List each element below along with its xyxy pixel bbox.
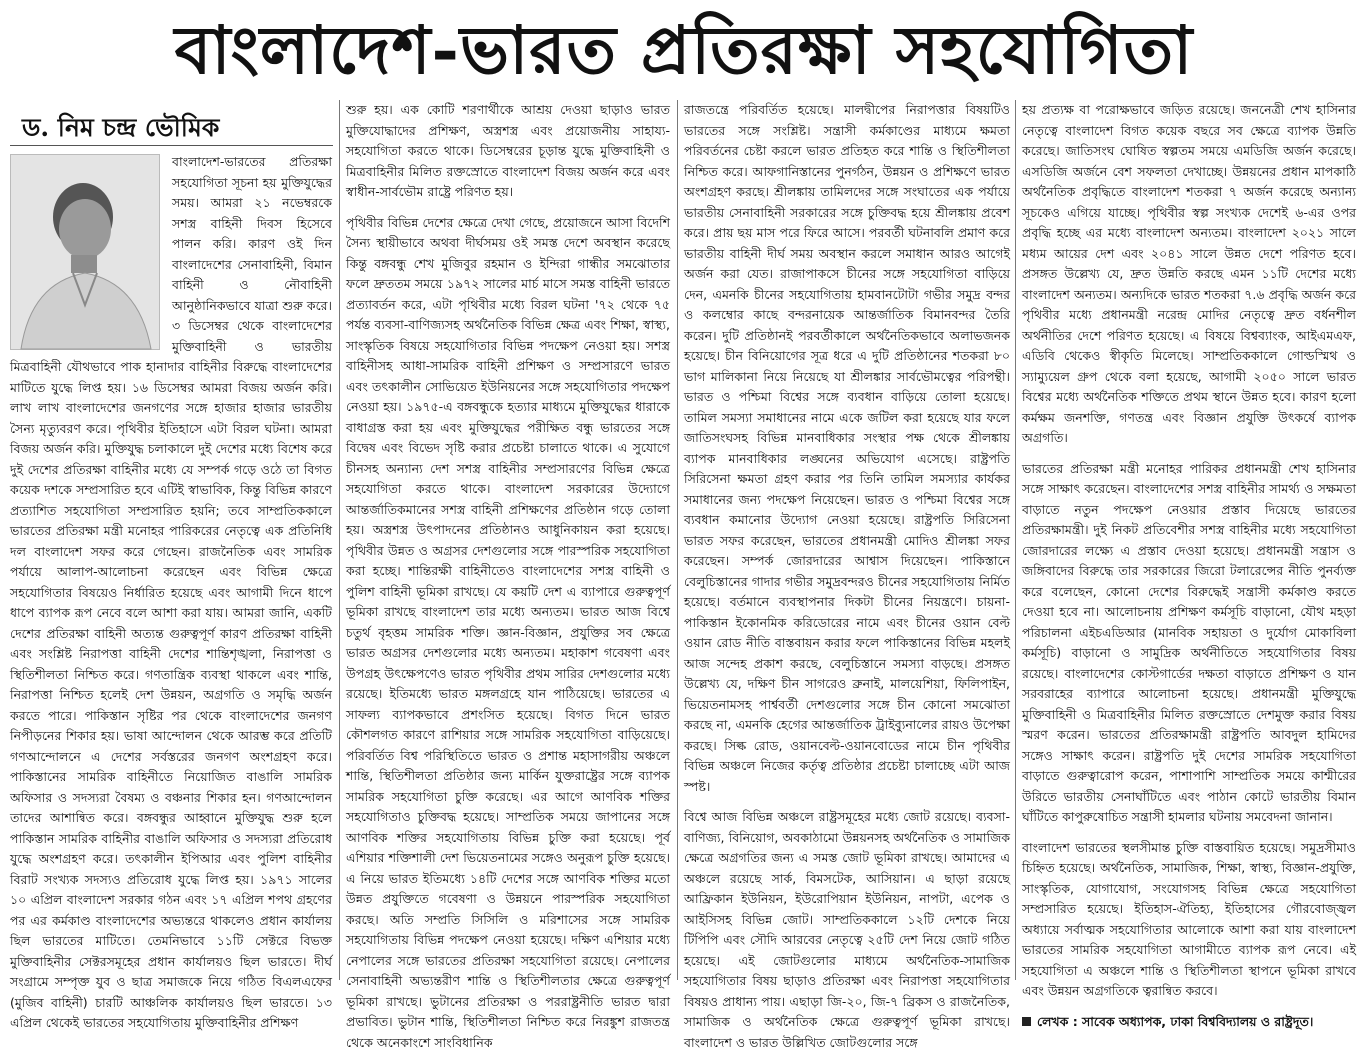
article-paragraph: রাজতন্ত্রে পরিবর্তিত হয়েছে। মালদ্বীপের নিরাপত্তার বিষয়টিও ভারতের সঙ্গে সংশ্লিষ্ট। সন্ত্রাসী কর্মকাণ্ডের মাধ্যমে ক্ষমতা পরিবর্তনের চেষ্টা করলে ভারত প্রতিহত করে শান্তি ও স্থিতিশীলতা নিশ্চিত করে। আফগানিস্তানের পুনর্গঠন, উন্নয়ন ও প্রশিক্ষণে ভারত অংশগ্রহণ করছে। শ্রীলঙ্কায় তামিলদের সঙ্গে সংঘাতের এক পর্যায়ে ভারতীয় সেনাবাহিনী সরকারের সঙ্গে চুক্তিবদ্ধ হয়ে শ্রীলঙ্কায় প্রবেশ করে। প্রায় ছয় মাস পরে ফিরে আসে। পরবর্তী ঘটনাবলি প্রমাণ করে ভারতীয় বাহিনী দীর্ঘ সময় অবস্থান করলে সমাধান আরও আগেই অর্জন করা যেত। রাজাপাকসে চীনের সঙ্গে সহযোগিতা বাড়িয়ে দেন, এমনকি চীনের সহযোগিতায় হামবানটোটা গভীর সমুদ্র বন্দর ও কলম্বোর কাছে বন্দরনায়েক আন্তর্জাতিক বিমানবন্দর তৈরি করেন। দুটি প্রতিষ্ঠানই পরবর্তীকালে অর্থনৈতিকভাবে অলাভজনক হয়েছে। চীন বিনিয়োগের সূত্র ধরে এ দুটি প্রতিষ্ঠানের শতকরা ৮০ ভাগ মালিকানা নিয়ে নিয়েছে যা শ্রীলঙ্কার সার্বভৌমত্বের পরিপন্থী। ভারত ও পশ্চিমা বিশ্বের সঙ্গে ব্যবধান বাড়িয়ে তোলা হয়েছে। তামিল সমস্যা সমাধানের নামে একে জটিল করা হয়েছে যার ফলে জাতিসংঘসহ বিভিন্ন মানবাধিকার সংস্থার পক্ষ থেকে শ্রীলঙ্কায় ব্যাপক মানবাধিকার লঙ্ঘনের অভিযোগ এসেছে। রাষ্ট্রপতি সিরিসেনা ক্ষমতা গ্রহণ করার পর তিনি তামিল সমস্যার কার্যকর সমাধানের জন্য পদক্ষেপ নিয়েছেন। ভারত ও পশ্চিমা বিশ্বের সঙ্গে ব্যবধান কমানোর উদ্যোগ নেওয়া হয়েছে। রাষ্ট্রপতি সিরিসেনা ভারত সফর করেছেন, ভারতের প্রধানমন্ত্রী মোদিও শ্রীলঙ্কা সফর করেছেন। সম্পর্ক জোরদারের আশ্বাস দিয়েছেন। পাকিস্তানে বেলুচিস্তানের গাদার গভীর সমুদ্রবন্দরও চীনের সহযোগিতায় নির্মিত হয়েছে। বর্তমানে ব্যবস্থাপনার দিকটা চীনের নিয়ন্ত্রণে। চায়না-পাকিস্তান ইকোনমিক করিডোরের নামে এবং চীনের ওয়ান বেল্ট ওয়ান রোড নীতি বাস্তবায়ন করার ফলে পাকিস্তানের বিভিন্ন মহলই আজ সন্দেহ প্রকাশ করছে, বেলুচিস্তানে সমস্যা বাড়ছে। প্রসঙ্গত উল্লেখ্য যে, দক্ষিণ চীন সাগরেও ব্রুনাই, মালয়েশিয়া, ফিলিপাইন, ভিয়েতনামসহ পার্শ্ববর্তী দেশগুলোর সঙ্গে চীন কোনো সমঝোতা করছে না, এমনকি হেগের আন্তর্জাতিক ট্রাইব্যুনালের রায়ও উপেক্ষা করছে। সিল্ক রোড, ওয়ানবেল্ট-ওয়ানবোডের নামে চীন পৃথিবীর বিভিন্ন অঞ্চলে নিজের কর্তৃত্ব প্রতিষ্ঠার প্রচেষ্টা চালাচ্ছে এটা আজ স্পষ্ট।: [684, 100, 1010, 797]
author-portrait-image: [11, 155, 159, 349]
article-paragraph: বাংলাদেশ ভারতের স্থলসীমান্ত চুক্তি বাস্তবায়িত হয়েছে। সমুদ্রসীমাও চিহ্নিত হয়েছে। অর্থনৈতিক, সামাজিক, শিক্ষা, স্বাস্থ্য, বিজ্ঞান-প্রযুক্তি, সাংস্কৃতিক, যোগাযোগ, সংযোগসহ বিভিন্ন ক্ষেত্রে সহযোগিতা সম্প্রসারিত হয়েছে। ইতিহাস-ঐতিহ্য, ইতিহাসের গৌরবোজ্জ্বল অধ্যায়ে সর্বাত্মক সহযোগিতার আলোকে আশা করা যায় বাংলাদেশ ভারতের সামরিক সহযোগিতা আগামীতে ব্যাপক রূপ নেবে। এই সহযোগিতা এ অঞ্চলে শান্তি ও স্থিতিশীলতা স্থাপনে ভূমিকা রাখবে এবং উন্নয়ন অগ্রগতিকে ত্বরান্বিত করবে।: [1022, 838, 1356, 1002]
article-paragraph: বিশ্বে আজ বিভিন্ন অঞ্চলে রাষ্ট্রসমূহের মধ্যে জোট রয়েছে। ব্যবসা-বাণিজ্য, বিনিয়োগ, অবকাঠামো উন্নয়নসহ অর্থনৈতিক ও সামাজিক ক্ষেত্রে অগ্রগতির জন্য এ সমস্ত জোট ভূমিকা রাখছে। আমাদের এ অঞ্চলে রয়েছে সার্ক, বিমসটেক, আসিয়ান। এ ছাড়া রয়েছে আফ্রিকান ইউনিয়ন, ইউরোপিয়ান ইউনিয়ন, নাপটা, এপেক ও আইসিসহ বিভিন্ন জোট। সাম্প্রতিককালে ১২টি দেশকে নিয়ে টিপিপি এবং সৌদি আরবের নেতৃত্বে ২৫টি দেশ নিয়ে জোট গঠিত হয়েছে। এই জোটগুলোর মাধ্যমে অর্থনৈতিক-সামাজিক সহযোগিতার বিষয় ছাড়াও প্রতিরক্ষা এবং নিরাপত্তা সহযোগিতার বিষয়ও প্রাধান্য পায়। এছাড়া জি-২০, জি-৭ ব্রিকস ও রাজনৈতিক, সামাজিক ও অর্থনৈতিক ক্ষেত্রে গুরুত্বপূর্ণ ভূমিকা রাখছে। বাংলাদেশ ও ভারত উল্লিখিত জোটগুলোর সঙ্গে: [684, 807, 1010, 1053]
column-3: [684, 100, 1010, 980]
article-paragraph: বাংলাদেশ-ভারতের প্রতিরক্ষা সহযোগিতা সূচনা হয় মুক্তিযুদ্ধের সময়। আমরা ২১ নভেম্বরকে সশস্ত্র বাহিনী দিবস হিসেবে পালন করি। কারণ ওই দিন বাংলাদেশের সেনাবাহিনী, বিমান বাহিনী ও নৌবাহিনী আনুষ্ঠানিকভাবে যাত্রা শুরু করে। ৩ ডিসেম্বর থেকে বাংলাদেশের মুক্তিবাহিনী ও ভারতীয় মিত্রবাহিনী যৌথভাবে পাক হানাদার বাহিনীর বিরুদ্ধে বাংলাদেশের মাটিতে যুদ্ধে লিপ্ত হয়। ১৬ ডিসেম্বর আমরা বিজয় অর্জন করি। লাখ লাখ বাংলাদেশের জনগণের সঙ্গে হাজার হাজার ভারতীয় সৈন্য মৃত্যুবরণ করে। পৃথিবীর ইতিহাসে এটা বিরল ঘটনা। আমরা বিজয় অর্জন করি। মুক্তিযুদ্ধ চলাকালে দুই দেশের মধ্যে বিশেষ করে দুই দেশের প্রতিরক্ষা বাহিনীর মধ্যে যে সম্পর্ক গড়ে ওঠে তা বিগত কয়েক দশকে সম্প্রসারিত হবে এটিই স্বাভাবিক, কিন্তু বিভিন্ন কারণে প্রত্যাশিত সহযোগিতা সম্প্রসারিত হয়নি; তবে সাম্প্রতিককালে ভারতের প্রতিরক্ষা মন্ত্রী মনোহর পারিকরের নেতৃত্বে এক প্রতিনিধি দল বাংলাদেশ সফর করে গেছেন। রাজনৈতিক এবং সামরিক পর্যায়ে আলাপ-আলোচনা করেছেন এবং বিভিন্ন ক্ষেত্রে সহযোগিতার বিষয়েও নির্ধারিত হয়েছে এবং আগামী দিনে ধাপে ধাপে ব্যাপক রূপ নেবে বলে আশা করা যায়। আমরা জানি, একটি দেশের প্রতিরক্ষা বাহিনী অত্যন্ত গুরুত্বপূর্ণ কারণ প্রতিরক্ষা বাহিনী এবং সংশ্লিষ্ট নিরাপত্তা বাহিনী দেশের শান্তিশৃঙ্খলা, নিরাপত্তা ও স্থিতিশীলতা নিশ্চিত করে। গণতান্ত্রিক ব্যবস্থা থাকলে এবং শান্তি, নিরাপত্তা নিশ্চিত হলেই দেশ উন্নয়ন, অগ্রগতি ও সমৃদ্ধি অর্জন করতে পারে। পাকিস্তান সৃষ্টির পর থেকে বাংলাদেশের জনগণ নিপীড়নের শিকার হয়। ভাষা আন্দোলন থেকে আরম্ভ করে প্রতিটি গণআন্দোলনে এ দেশের সর্বস্তরের জনগণ অংশগ্রহণ করে। পাকিস্তানের সামরিক বাহিনীতে নিয়োজিত বাঙালি সামরিক অফিসার ও সদস্যরা বৈষম্য ও বঞ্চনার শিকার হন। গণআন্দোলন তাদের আশান্বিত করে। বঙ্গবন্ধুর আহ্বানে মুক্তিযুদ্ধ শুরু হলে পাকিস্তান সামরিক বাহিনীর বাঙালি অফিসার ও সদস্যরা প্রতিরোধ যুদ্ধে অংশগ্রহণ করে। তৎকালীন ইপিআর এবং পুলিশ বাহিনীর বিরাট সংখ্যক সদস্যও প্রতিরোধ যুদ্ধে লিপ্ত হয়। ১৯৭১ সালের ১০ এপ্রিল বাংলাদেশ সরকার গঠন এবং ১৭ এপ্রিল শপথ গ্রহণের পর এর কর্মকাণ্ড বাংলাদেশের অভ্যন্তরে থাকলেও প্রধান কার্যালয় ছিল ভারতের মাটিতে। তেমনিভাবে ১১টি সেক্টরে বিভক্ত মুক্তিবাহিনীর সেক্টরসমূহের প্রধান কার্যালয়ও ছিল ভারতে। দীর্ঘ সংগ্রামে সম্পৃক্ত যুব ও ছাত্র সমাজকে নিয়ে গঠিত বিএলএফের (মুজিব বাহিনী) চারটি আঞ্চলিক কার্যালয়ও ছিল ভারতে। ১৩ এপ্রিল থেকেই ভারতের সহযোগিতায় মুক্তিবাহিনীর প্রশিক্ষণ: [10, 152, 332, 1034]
byline-rule: [10, 145, 333, 146]
column-divider: [677, 100, 678, 980]
author-note: [1022, 1012, 1356, 1033]
column-4: [1022, 100, 1356, 980]
article-paragraph: ভারতের প্রতিরক্ষা মন্ত্রী মনোহর পারিকর প্রধানমন্ত্রী শেখ হাসিনার সঙ্গে সাক্ষাৎ করেছেন। বাংলাদেশের সশস্ত্র বাহিনীর সামর্থ্য ও সক্ষমতা বাড়াতে নতুন পদক্ষেপ নেওয়ার প্রস্তাব দিয়েছে ভারতের প্রতিরক্ষামন্ত্রী। দুই নিকট প্রতিবেশীর সশস্ত্র বাহিনীর মধ্যে সহযোগিতা জোরদারের লক্ষ্যে এ প্রস্তাব দেওয়া হয়েছে। প্রধানমন্ত্রী সন্ত্রাস ও জঙ্গিবাদের বিরুদ্ধে তার সরকারের জিরো টলারেন্সের নীতি পুনর্ব্যক্ত করে বলেছেন, কোনো দেশের বিরুদ্ধেই সন্ত্রাসী কর্মকাণ্ড করতে দেওয়া হবে না। আলোচনায় প্রশিক্ষণ কর্মসূচি বাড়ানো, যৌথ মহড়া পরিচালনা এইচএডিআর (মানবিক সহায়তা ও দুর্যোগ মোকাবিলা কর্মসূচি) বাড়ানো ও সামুদ্রিক অর্থনীতিতে সহযোগিতার বিষয় রয়েছে। বাংলাদেশের কোস্টগার্ডের দক্ষতা বাড়াতে প্রশিক্ষণ ও যান সরবরাহের ব্যাপারে আলোচনা হয়েছে। প্রধানমন্ত্রী মুক্তিযুদ্ধে মুক্তিবাহিনী ও মিত্রবাহিনীর মিলিত রক্তস্রোতে দেশমুক্ত করার বিষয় স্মরণ করেন। ভারতের প্রতিরক্ষামন্ত্রী রাষ্ট্রপতি আবদুল হামিদের সঙ্গেও সাক্ষাৎ করেন। রাষ্ট্রপতি দুই দেশের সামরিক সহযোগিতা বাড়াতে গুরুত্বারোপ করেন, পাশাপাশি সাম্প্রতিক সময়ে কাশ্মীরের উরিতে ভারতীয় সেনাঘাঁটিতে এবং পাঠান কোটে ভারতীয় বিমান ঘাঁটিতে কাপুরুষোচিত সন্ত্রাসী হামলার ঘটনায় সমবেদনা জানান।: [1022, 459, 1356, 828]
author-note-text: লেখক : সাবেক অধ্যাপক, ঢাকা বিশ্ববিদ্যালয় ও রাষ্ট্রদূত।: [1037, 1014, 1313, 1029]
byline: ড. নিম চন্দ্র ভৌমিক: [22, 112, 332, 144]
article-paragraph: পৃথিবীর বিভিন্ন দেশের ক্ষেত্রে দেখা গেছে, প্রয়োজনে আসা বিদেশি সৈন্য স্থায়ীভাবে অথবা দীর্ঘসময় ওই সমস্ত দেশে অবস্থান করেছে কিন্তু বঙ্গবন্ধু শেখ মুজিবুর রহমান ও ইন্দিরা গান্ধীর সমঝোতার ফলে দ্রুততম সময়ে ১৯৭২ সালের মার্চ মাসে সমস্ত বাহিনী ভারতে প্রত্যাবর্তন করে, এটা পৃথিবীর মধ্যে বিরল ঘটনা '৭২ থেকে ৭৫ পর্যন্ত ব্যবসা-বাণিজ্যসহ অর্থনৈতিক বিভিন্ন ক্ষেত্র এবং শিক্ষা, স্বাস্থ্য, সাংস্কৃতিক বিষয়ে সহযোগিতার বিভিন্ন পদক্ষেপ নেওয়া হয়। সশস্ত্র বাহিনীসহ আধা-সামরিক বাহিনী প্রশিক্ষণ ও সম্প্রসারণে ভারত এবং তৎকালীন সোভিয়েত ইউনিয়নের সঙ্গে সহযোগিতার পদক্ষেপ নেওয়া হয়। ১৯৭৫-এ বঙ্গবন্ধুকে হত্যার মাধ্যমে মুক্তিযুদ্ধের ধারাকে বাধাগ্রস্ত করা হয় এবং মুক্তিযুদ্ধের পরীক্ষিত বন্ধু ভারতের সঙ্গে বিদ্বেষ এবং বিভেদ সৃষ্টি করার প্রচেষ্টা চালাতে থাকে। এ সুযোগে চীনসহ অন্যান্য দেশ সশস্ত্র বাহিনীর সম্প্রসারণের বিভিন্ন ক্ষেত্রে সহযোগিতা করতে থাকে। বাংলাদেশ সরকারের উদ্যোগে আন্তর্জাতিকমানের সশস্ত্র বাহিনী প্রশিক্ষণের প্রতিষ্ঠান গড়ে তোলা হয়। অস্ত্রশস্ত্র উৎপাদনের প্রতিষ্ঠানও আধুনিকায়ন করা হয়েছে। পৃথিবীর উন্নত ও অগ্রসর দেশগুলোর সঙ্গে পারস্পরিক সহযোগিতা করা হচ্ছে। শান্তিরক্ষী বাহিনীতেও বাংলাদেশের সশস্ত্র বাহিনী ও পুলিশ বাহিনী ভূমিকা রাখছে। যে কয়টি দেশ এ ব্যাপারে গুরুত্বপূর্ণ ভূমিকা রাখছে বাংলাদেশ তার মধ্যে অন্যতম। ভারত আজ বিশ্বে চতুর্থ বৃহত্তম সামরিক শক্তি। জ্ঞান-বিজ্ঞান, প্রযুক্তির সব ক্ষেত্রে ভারত অগ্রসর দেশগুলোর মধ্যে অন্যতম। মহাকাশ গবেষণা এবং উপগ্রহ উৎক্ষেপণেও ভারত পৃথিবীর প্রথম সারির দেশগুলোর মধ্যে রয়েছে। ইতিমধ্যে ভারত মঙ্গলগ্রহে যান পাঠিয়েছে। ভারতের এ সাফল্য ব্যাপকভাবে প্রশংসিত হয়েছে। বিগত দিনে ভারত কৌশলগত কারণে রাশিয়ার সঙ্গে সামরিক সহযোগিতা বাড়িয়েছে। পরিবর্তিত বিশ্ব পরিস্থিতিতে ভারত ও প্রশান্ত মহাসাগরীয় অঞ্চলে শান্তি, স্থিতিশীলতা প্রতিষ্ঠার জন্য মার্কিন যুক্তরাষ্ট্রের সঙ্গে ব্যাপক সামরিক সহযোগিতা চুক্তি করেছে। এর আগে আণবিক শক্তির সহযোগিতাও চুক্তিবদ্ধ হয়েছে। সাম্প্রতিক সময়ে জাপানের সঙ্গে আণবিক শক্তির সহযোগিতায় বিভিন্ন চুক্তি করা হয়েছে। পূর্ব এশিয়ার শক্তিশালী দেশ ভিয়েতনামের সঙ্গেও অনুরূপ চুক্তি হয়েছে। এ নিয়ে ভারত ইতিমধ্যে ১৪টি দেশের সঙ্গে আণবিক শক্তির মতো উন্নত প্রযুক্তিতে গবেষণা ও উন্নয়নে পারস্পরিক সহযোগিতা করছে। অতি সম্প্রতি সিসিলি ও মরিশাসের সঙ্গে সামরিক সহযোগিতায় বিভিন্ন পদক্ষেপ নেওয়া হয়েছে। দক্ষিণ এশিয়ার মধ্যে নেপালের সঙ্গে ভারতের প্রতিরক্ষা সহযোগিতা রয়েছে। নেপালের সেনাবাহিনী অভ্যন্তরীণ শান্তি ও স্থিতিশীলতার ক্ষেত্রে গুরুত্বপূর্ণ ভূমিকা রাখছে। ভুটানের প্রতিরক্ষা ও পররাষ্ট্রনীতি ভারত দ্বারা প্রভাবিত। ভুটান শান্তি, স্থিতিশীলতা নিশ্চিত করে নিরঙ্কুশ রাজতন্ত্র থেকে অনেকাংশে সাংবিধানিক: [346, 213, 670, 1053]
square-bullet-icon: [1022, 1017, 1031, 1026]
author-photo: [10, 154, 160, 350]
headline: বাংলাদেশ-ভারত প্রতিরক্ষা সহযোগিতা: [0, 0, 1368, 100]
column-1: [10, 152, 332, 982]
column-2: [346, 100, 670, 980]
column-divider: [1015, 100, 1016, 980]
article-paragraph: শুরু হয়। এক কোটি শরণার্থীকে আশ্রয় দেওয়া ছাড়াও ভারত মুক্তিযোদ্ধাদের প্রশিক্ষণ, অস্ত্রশস্ত্র এবং প্রয়োজনীয় সাহায্য-সহযোগিতা করতে থাকে। ডিসেম্বরের চূড়ান্ত যুদ্ধে মুক্তিবাহিনী ও মিত্রবাহিনীর মিলিত রক্তস্রোতে বাংলাদেশ বিজয় অর্জন করে এবং স্বাধীন-সার্বভৌম রাষ্ট্রে পরিণত হয়।: [346, 100, 670, 203]
column-divider: [339, 100, 340, 980]
article-paragraph: হয় প্রত্যক্ষ বা পরোক্ষভাবে জড়িত রয়েছে। জননেত্রী শেখ হাসিনার নেতৃত্বে বাংলাদেশ বিগত কয়েক বছরে সব ক্ষেত্রে ব্যাপক উন্নতি করেছে। জাতিসংঘ ঘোষিত স্বল্পতম সময়ে এমডিজি অর্জন করেছে। এসডিজি অর্জনে বেশ সফলতা দেখাচ্ছে। উন্নয়নের প্রধান মাপকাঠি অর্থনৈতিক প্রবৃদ্ধিতে বাংলাদেশ শতকরা ৭ অর্জন করেছে অন্যান্য সূচকেও এগিয়ে যাচ্ছে। পৃথিবীর স্বল্প সংখ্যক দেশেই ৬-এর ওপর প্রবৃদ্ধি হচ্ছে এর মধ্যে বাংলাদেশ অন্যতম। বাংলাদেশ ২০২১ সালে মধ্যম আয়ের দেশ এবং ২০৪১ সালে উন্নত দেশে পরিণত হবে। প্রসঙ্গত উল্লেখ্য যে, দ্রুত উন্নতি করছে এমন ১১টি দেশের মধ্যে বাংলাদেশ অন্যতম। অন্যদিকে ভারত শতকরা ৭.৬ প্রবৃদ্ধি অর্জন করে পৃথিবীর মধ্যে প্রধানমন্ত্রী নরেন্দ্র মোদির নেতৃত্বে দ্রুত বর্ধনশীল অর্থনীতির দেশে পরিণত হয়েছে। এ বিষয়ে বিশ্বব্যাংক, আইএমএফ, এডিবি থেকেও স্বীকৃতি মিলেছে। সাম্প্রতিককালে গোল্ডস্মিথ ও স্যাম্যুয়েল গ্রুপ থেকে বলা হয়েছে, আগামী ২০৫০ সালে ভারত বিশ্বের মধ্যে অর্থনৈতিক শক্তিতে প্রথম স্থানে উন্নত হবে। কারণ হলো কর্মক্ষম জনশক্তি, গণতন্ত্র এবং বিজ্ঞান প্রযুক্তি উৎকর্ষে ব্যাপক অগ্রগতি।: [1022, 100, 1356, 449]
